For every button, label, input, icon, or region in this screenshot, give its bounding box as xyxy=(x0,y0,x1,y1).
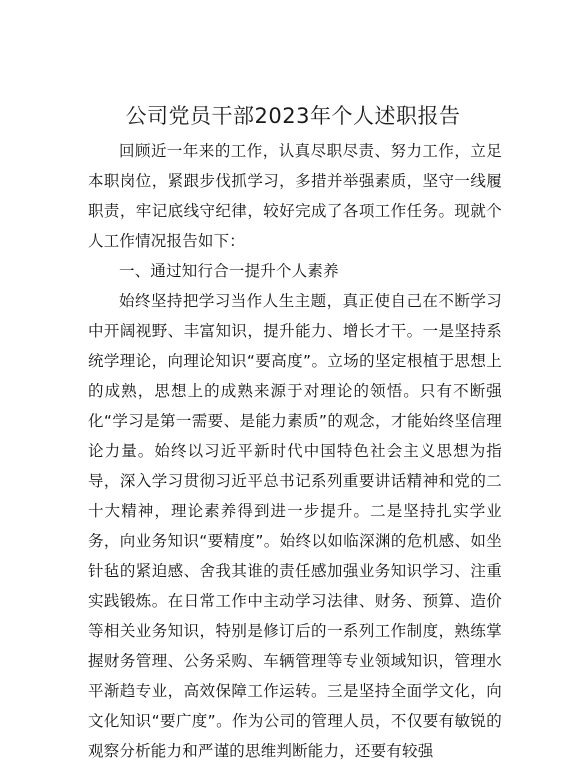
document-title: 公司党员干部2023年个人述职报告 xyxy=(125,104,461,128)
section-1-heading: 一、通过知行合一提升个人素养 xyxy=(119,262,339,280)
section-1-paragraph: 始终坚持把学习当作人生主题，真正使自己在不断学习中开阔视野、丰富知识，提升能力、增长才干。一是坚持系统学理论，向理论知识“要高度”。立场的坚定根植于思想上的成熟，思想上的成熟来源于对理论的领悟。只有不断强化“学习是第一需要、是能力素质”的观念，才能始终坚信理论力量。始终以习近平新时代中国特色社会主义思想为指导，深入学习贯彻习近平总书记系列重要讲话精神和党的二十大精神，理论素养得到进一步提升。二是坚持扎实学业务，向业务知识“要精度”。始终以如临深渊的危机感、如坐针毡的紧迫感、舍我其谁的责任感加强业务知识学习、注重实践锻炼。在日常工作中主动学习法律、财务、预算、造价等相关业务知识，特别是修订后的一系列工作制度，熟练掌握财务管理、公务采购、车辆管理等专业领域知识，管理水平渐趋专业，高效保障工作运转。三是坚持全面学文化，向文化知识“要广度”。作为公司的管理人员，不仅要有敏锐的观察分析能力和严谨的思维判断能力，还要有较强 xyxy=(88,292,502,760)
intro-paragraph-block xyxy=(88,136,502,256)
intro-paragraph: 回顾近一年来的工作，认真尽职尽责、努力工作，立足本职岗位，紧跟步伐抓学习，多措并举强素质，坚守一线履职责，牢记底线守纪律，较好完成了各项工作任务。现就个人工作情况报告如下： xyxy=(88,142,502,250)
section-1-body-block xyxy=(88,286,502,766)
